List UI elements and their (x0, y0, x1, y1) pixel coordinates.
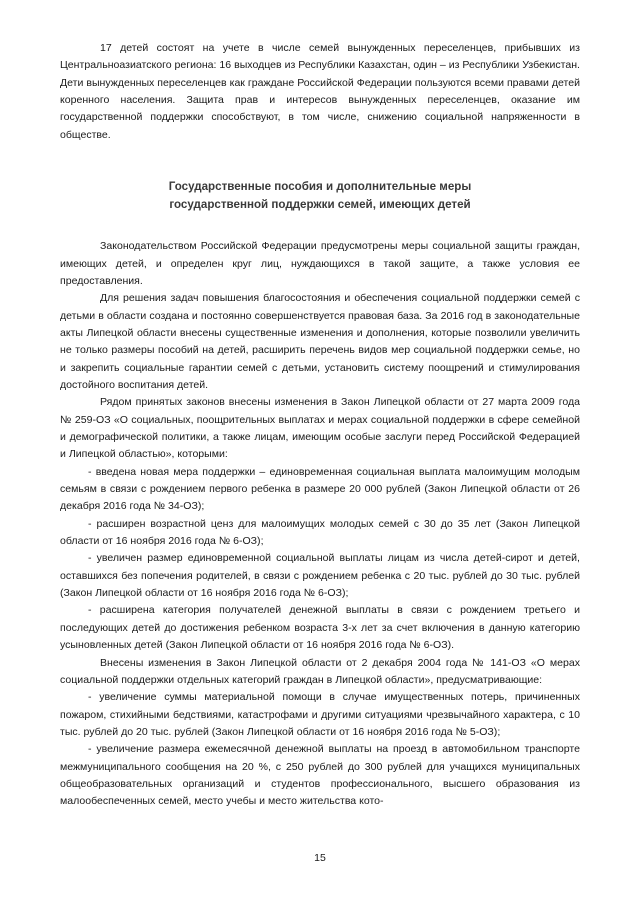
list-item: - расширен возрастной ценз для малоимущих молодых семей с 30 до 35 лет (Закон Липецкой области от 16 ноября 2016 года № 6-ОЗ); (60, 517, 580, 548)
list-item: - расширена категория получателей денежной выплаты в связи с рождением третьего и последующих детей до достижения ребенком возраста 3-х лет за счет включения в данную категорию усыновленных детей (Закон Липецкой области от 16 ноября 2016 года № 6-ОЗ). (60, 604, 580, 652)
section-heading (60, 178, 580, 213)
list-item: - увеличение размера ежемесячной денежной выплаты на проезд в автомобильном транспорте межмуниципального сообщения на 20 %, с 250 рублей до 300 рублей для учащихся муниципальных общеобразовательных организаций и студентов профессионального, высшего образования из малообеспеченных семей, место учебы и место жительства кото- (60, 743, 580, 808)
paragraph-4: Внесены изменения в Закон Липецкой области от 2 декабря 2004 года № 141-ОЗ «О мерах социальной поддержки отдельных категорий граждан в Липецкой области», предусматривающие: (60, 656, 580, 686)
spacer (60, 144, 580, 178)
spacer (60, 213, 580, 238)
section-heading-line-1: Государственные пособия и дополнительные меры (168, 180, 472, 194)
paragraph-3: Рядом принятых законов внесены изменения в Закон Липецкой области от 27 марта 2009 года № 259-ОЗ «О социальных, поощрительных выплатах и мерах социальной поддержки в сфере семейной и демографической политики, а также лицам, имеющим особые заслуги перед Российской Федерацией и Липецкой областью», которыми: (60, 396, 580, 461)
paragraph-1: Законодательством Российской Федерации предусмотрены меры социальной защиты граждан, имеющих детей, и определен круг лиц, нуждающихся в такой защите, а также условия ее предоставления. (60, 240, 580, 287)
paragraph-2: Для решения задач повышения благосостояния и обеспечения социальной поддержки семей с детьми в области создана и постоянно совершенствуется правовая база. За 2016 год в законодательные акты Липецкой области внесены существенные изменения и дополнения, которые позволили увеличить не только размеры пособий на детей, расширить перечень видов мер социальной поддержки семье, но и закрепить социальные гарантии семей с детьми, установить систему поощрений и стимулирования достойного воспитания детей. (60, 292, 580, 391)
intro-paragraph: 17 детей состоят на учете в числе семей вынужденных переселенцев, прибывших из Центральноазиатского региона: 16 выходцев из Республики Казахстан, один – из Республики Узбекистан. Дети вынужденных переселенцев как граждане Российской Федерации пользуются всеми правами детей коренного населения. Защита прав и интересов вынужденных переселенцев, оказание им государственной поддержки способствуют, в том числе, снижению социальной напряженности в обществе. (60, 42, 580, 141)
list-item: - увеличение суммы материальной помощи в случае имущественных потерь, причиненных пожаром, стихийными бедствиями, катастрофами и другими ситуациями чрезвычайного характера, с 10 тыс. рублей до 20 тыс. рублей (Закон Липецкой области от 16 ноября 2016 года № 5-ОЗ); (60, 691, 580, 738)
section-heading-line-2: государственной поддержки семей, имеющих детей (169, 197, 471, 211)
document-page (60, 40, 580, 811)
list-item: - увеличен размер единовременной социальной выплаты лицам из числа детей-сирот и детей, оставшихся без попечения родителей, в связи с рождением ребенка с 20 тыс. рублей до 30 тыс. рублей (Закон Липецкой области от 16 ноября 2016 года № 6-ОЗ); (60, 552, 580, 600)
page-number: 15 (314, 852, 326, 864)
list-item: - введена новая мера поддержки – единовременная социальная выплата малоимущим молодым семьям в связи с рождением первого ребенка в размере 20 000 рублей (Закон Липецкой области от 26 декабря 2016 года № 34-ОЗ); (60, 465, 580, 513)
